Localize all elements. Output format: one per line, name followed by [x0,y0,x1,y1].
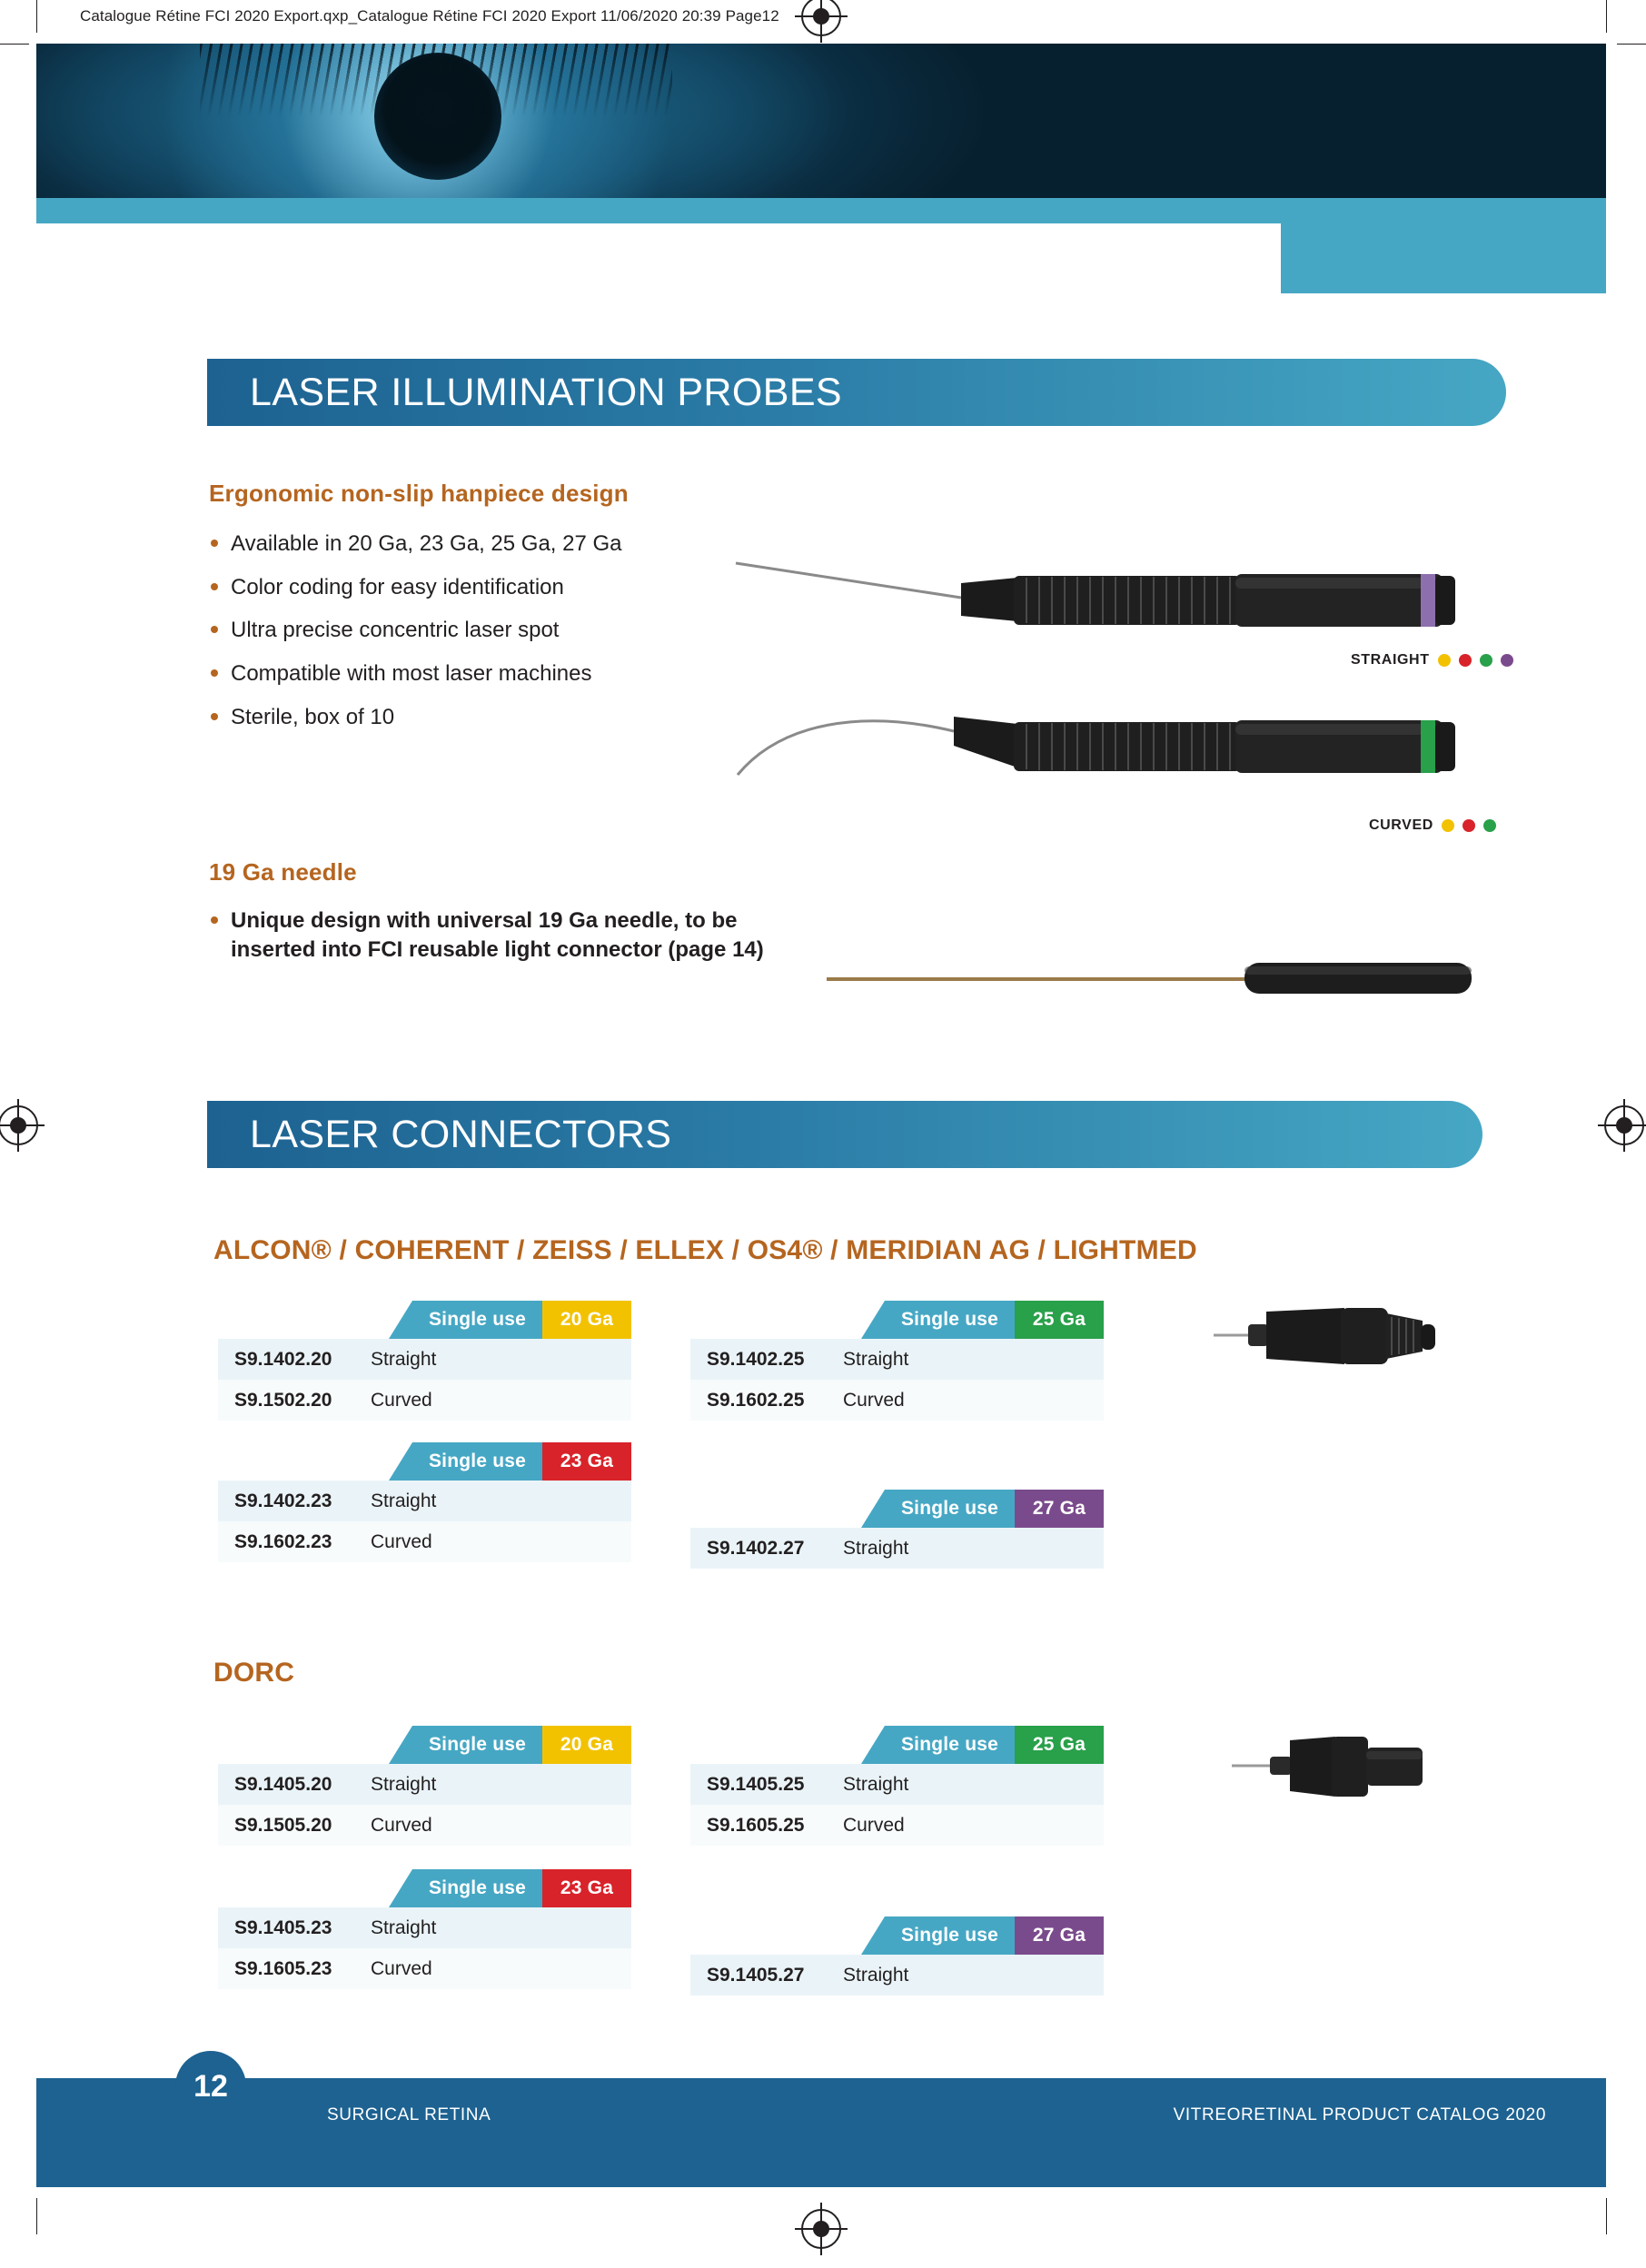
section-title-laser-illumination-probes [207,359,1506,426]
list-item: Compatible with most laser machines [211,659,719,688]
single-use-label: Single use [885,1916,1015,1955]
gauge-badge-27ga: 27 Ga [1015,1490,1104,1528]
tab-corner-shape [861,1726,885,1764]
product-reference: S9.1602.23 [234,1530,332,1552]
curved-laser-probe-illustration [727,704,1499,813]
table-row [690,1764,1104,1805]
list-item: Ultra precise concentric laser spot [211,616,719,645]
gauge-badge-20ga: 20 Ga [542,1301,631,1339]
tab-corner-shape [389,1301,412,1339]
dorc-connector-illustration [1226,1726,1463,1817]
single-use-label: Single use [885,1301,1015,1339]
table-row [218,1948,631,1989]
product-table-alcon-27ga [690,1490,1104,1569]
table-header [690,1301,1104,1339]
table-header [690,1490,1104,1528]
single-use-label: Single use [412,1442,542,1481]
product-table-dorc-23ga [218,1869,631,1989]
straight-label: STRAIGHT [1351,652,1430,668]
product-reference: S9.1405.27 [707,1964,805,1986]
gauge-badge-23ga: 23 Ga [542,1442,631,1481]
group-heading-alcon [213,1235,1197,1266]
alcon-connector-illustration [1208,1299,1463,1399]
product-description: Curved [371,1530,432,1552]
product-description: Straight [843,1964,909,1986]
gauge-badge-27ga: 27 Ga [1015,1916,1104,1955]
product-description: Straight [843,1773,909,1795]
table-row [690,1380,1104,1421]
crop-mark-top-left-vertical [36,0,37,33]
header-banner [36,44,1606,293]
product-reference: S9.1402.25 [707,1348,805,1370]
section-title-text: LASER ILLUMINATION PROBES [250,370,842,414]
product-table-dorc-25ga [690,1726,1104,1846]
table-header [218,1442,631,1481]
product-description: Straight [843,1537,909,1559]
registration-mark-left [0,1105,38,1145]
product-description: Straight [371,1916,437,1938]
curved-probe-color-legend [1369,817,1496,834]
section-title-text: LASER CONNECTORS [250,1112,672,1156]
group-heading-dorc [213,1658,294,1689]
tab-corner-shape [389,1442,412,1481]
tab-corner-shape [861,1916,885,1955]
product-description: Curved [843,1814,905,1836]
banner-wedge-shape [36,198,1606,293]
registration-mark-right [1604,1105,1644,1145]
product-reference: S9.1605.25 [707,1814,805,1836]
product-table-alcon-23ga [218,1442,631,1562]
table-row [690,1805,1104,1846]
table-row [690,1955,1104,1996]
page-number-badge: 12 [175,2051,246,2122]
color-dot-27ga [1501,654,1513,667]
tab-corner-shape [861,1490,885,1528]
table-row [690,1528,1104,1569]
product-reference: S9.1402.23 [234,1490,332,1511]
straight-probe-color-legend [1351,652,1513,669]
product-description: Curved [371,1814,432,1836]
product-table-dorc-27ga [690,1916,1104,1996]
table-row [218,1339,631,1380]
group-heading-text: ALCON® / COHERENT / ZEISS / ELLEX / OS4® / MERIDIAN AG / LIGHTMED [213,1235,1197,1265]
gauge-badge-23ga: 23 Ga [542,1869,631,1907]
gauge-badge-25ga: 25 Ga [1015,1726,1104,1764]
table-row [218,1521,631,1562]
list-item: Available in 20 Ga, 23 Ga, 25 Ga, 27 Ga [211,530,719,559]
footer-section-label: SURGICAL RETINA [327,2105,491,2124]
product-description: Straight [843,1348,909,1370]
tab-corner-shape [389,1869,412,1907]
gauge-badge-25ga: 25 Ga [1015,1301,1104,1339]
registration-mark-top [801,0,841,36]
table-row [218,1380,631,1421]
product-reference: S9.1405.20 [234,1773,332,1795]
color-dot-25ga [1480,654,1492,667]
color-dot-23ga [1459,654,1472,667]
product-reference: S9.1605.23 [234,1957,332,1979]
crop-mark-top-right-vertical [1606,0,1607,33]
tab-corner-shape [861,1301,885,1339]
color-dot-25ga [1483,819,1496,832]
product-description: Straight [371,1773,437,1795]
product-description: Straight [371,1348,437,1370]
product-reference: S9.1402.20 [234,1348,332,1370]
product-reference: S9.1502.20 [234,1389,332,1411]
gauge-badge-20ga: 20 Ga [542,1726,631,1764]
list-item: Sterile, box of 10 [211,703,719,732]
straight-laser-probe-illustration [727,545,1499,654]
color-dot-20ga [1438,654,1451,667]
page-footer-bar [36,2078,1606,2187]
curved-label: CURVED [1369,817,1433,833]
crop-mark-bottom-left-vertical [36,2198,37,2234]
needle-bullet-list [211,906,792,978]
table-header [218,1301,631,1339]
table-header [690,1726,1104,1764]
single-use-label: Single use [885,1490,1015,1528]
product-table-dorc-20ga [218,1726,631,1846]
subhead-19ga-needle: 19 Ga needle [209,858,357,886]
product-reference: S9.1602.25 [707,1389,805,1411]
group-heading-text: DORC [213,1658,295,1688]
single-use-label: Single use [412,1726,542,1764]
registration-mark-bottom [801,2209,841,2249]
table-header [218,1869,631,1907]
subhead-ergonomic-design: Ergonomic non-slip hanpiece design [209,480,629,507]
table-row [218,1805,631,1846]
product-reference: S9.1405.23 [234,1916,332,1938]
feature-bullet-list [211,530,719,746]
eye-photograph [36,44,1606,198]
product-description: Curved [371,1957,432,1979]
19ga-needle-illustration [818,945,1508,1026]
product-reference: S9.1505.20 [234,1814,332,1836]
tab-corner-shape [389,1726,412,1764]
color-dot-23ga [1463,819,1475,832]
product-table-alcon-25ga [690,1301,1104,1421]
list-item: Unique design with universal 19 Ga needle, to be inserted into FCI reusable light connector (page 14) [211,906,792,964]
product-table-alcon-20ga [218,1301,631,1421]
crop-mark-bottom-right-vertical [1606,2198,1607,2234]
table-row [690,1339,1104,1380]
footer-catalog-label: VITREORETINAL PRODUCT CATALOG 2020 [1173,2105,1546,2124]
product-description: Curved [843,1389,905,1411]
product-description: Curved [371,1389,432,1411]
table-row [218,1907,631,1948]
crop-mark-right-top-horizontal [1617,44,1646,45]
single-use-label: Single use [885,1726,1015,1764]
product-description: Straight [371,1490,437,1511]
list-item: Color coding for easy identification [211,573,719,602]
print-file-header: Catalogue Rétine FCI 2020 Export.qxp_Catalogue Rétine FCI 2020 Export 11/06/2020 20:39 Page12 [80,7,779,25]
product-reference: S9.1402.27 [707,1537,805,1559]
table-row [218,1764,631,1805]
crop-mark-left-top-horizontal [0,44,29,45]
color-dot-20ga [1442,819,1454,832]
single-use-label: Single use [412,1869,542,1907]
table-header [690,1916,1104,1955]
section-title-laser-connectors [207,1101,1482,1168]
table-header [218,1726,631,1764]
single-use-label: Single use [412,1301,542,1339]
table-row [218,1481,631,1521]
product-reference: S9.1405.25 [707,1773,805,1795]
